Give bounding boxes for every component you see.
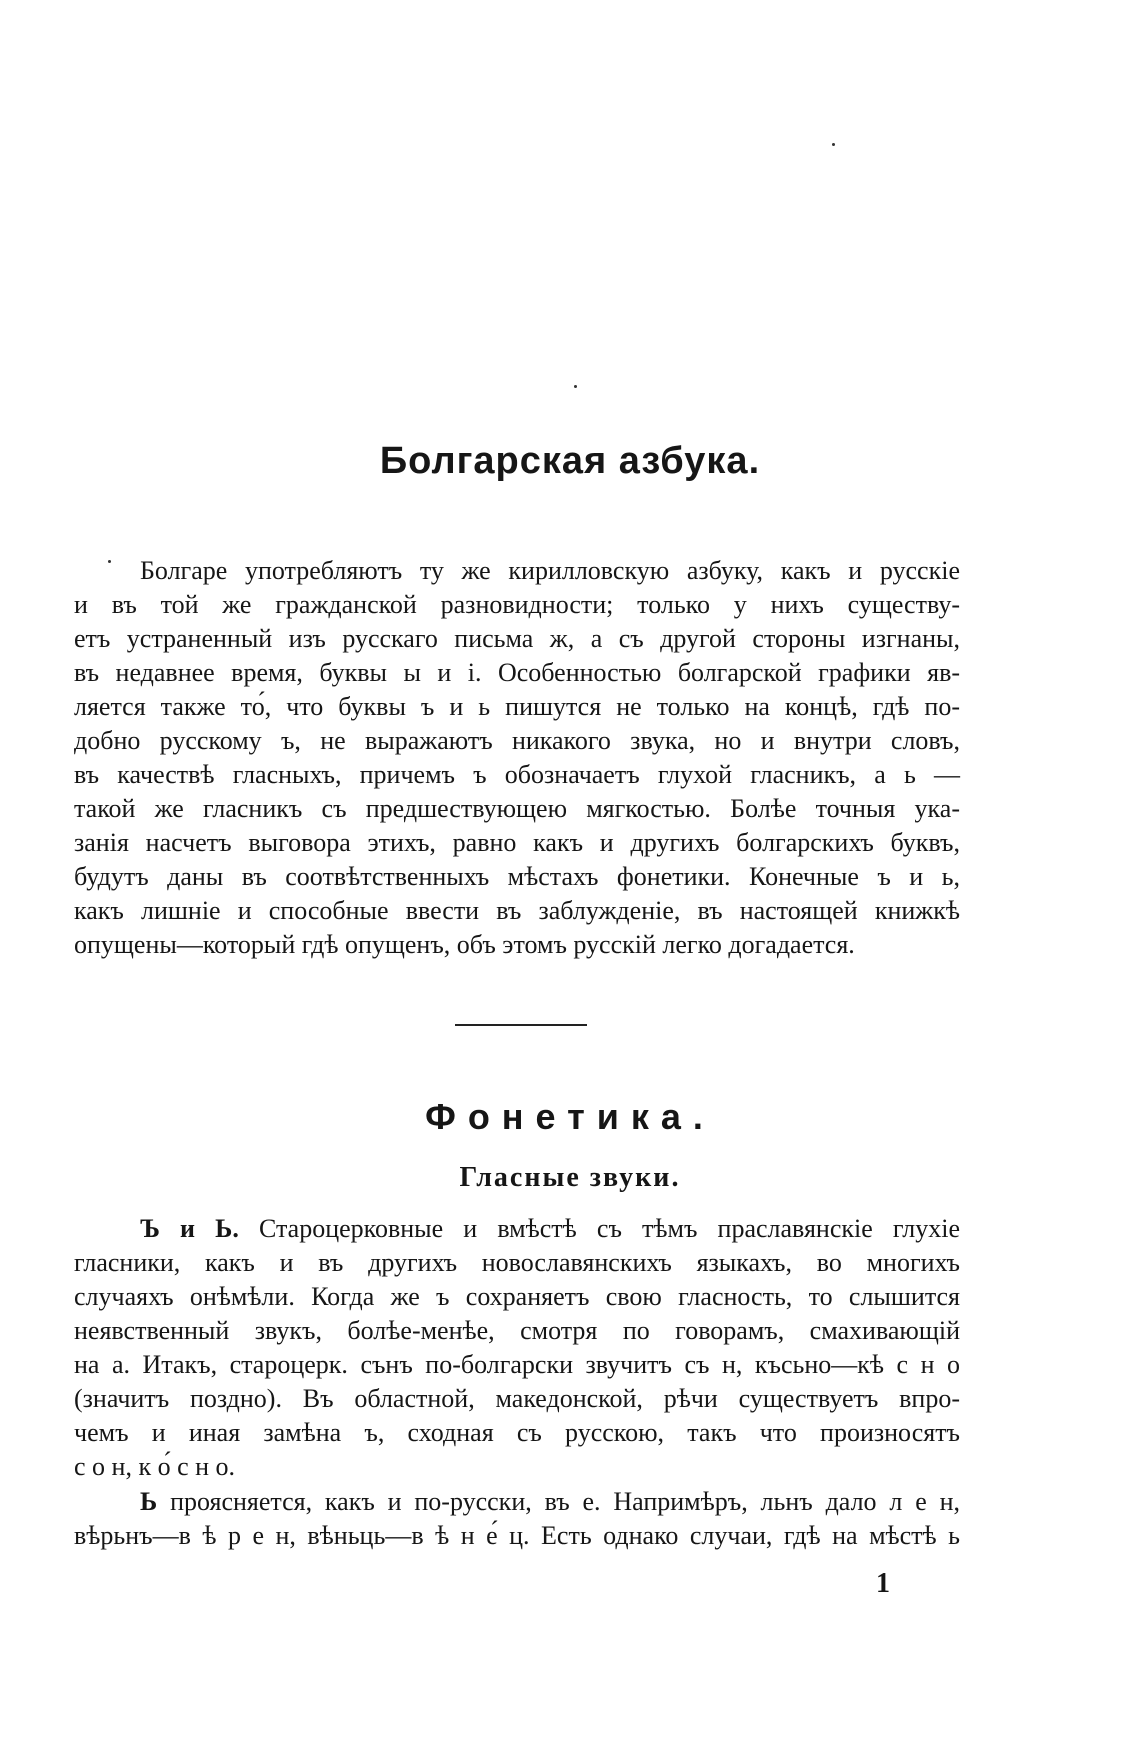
text-line: неявственный звукъ, болѣе-менѣе, смотря по говорамъ, смахивающій: [74, 1316, 960, 1345]
print-speck: [574, 385, 577, 388]
text-line: [74, 1212, 960, 1246]
text-line: с о н, к о́ с н о.: [74, 1452, 236, 1481]
print-speck: [832, 143, 835, 146]
text-line: добно русскому ъ, не выражаютъ никакого звука, но и внутри словъ,: [74, 726, 960, 755]
text-line: на а. Итакъ, староцерк. сънъ по-болгарски звучитъ съ н, късьно—кѣ с н о: [74, 1350, 960, 1379]
text-line: опущены—который гдѣ опущенъ, объ этомъ русскій легко догадается.: [74, 930, 855, 959]
text-line: въ недавнее время, буквы ы и і. Особенностью болгарской графики яв-: [74, 658, 960, 687]
page-title: Болгарская азбука.: [379, 440, 761, 482]
vowels-paragraph: [74, 1212, 960, 1484]
text-line: ляется также то́, что буквы ъ и ь пишутся не только на концѣ, гдѣ по-: [74, 692, 960, 721]
text-line: занія насчетъ выговора этихъ, равно какъ и другихъ болгарскихъ буквъ,: [74, 828, 960, 857]
soft-sign-paragraph: [74, 1485, 960, 1553]
text-line: гласники, какъ и въ другихъ новославянскихъ языкахъ, во многихъ: [74, 1248, 960, 1277]
text-run: Староцерковные и вмѣстѣ съ тѣмъ праславянскіе глухіе: [258, 1214, 961, 1243]
text-line: какъ лишніе и способные ввести въ заблужденіе, въ настоящей книжкѣ: [74, 896, 960, 925]
subsection-title: Гласные звуки.: [459, 1162, 681, 1193]
text-run: проясняется, какъ и по-русски, въ е. Напримѣръ, льнъ дало л е н,: [170, 1487, 961, 1516]
section-divider: [455, 1024, 587, 1026]
text-line: чемъ и иная замѣна ъ, сходная съ русскою, такъ что произносятъ: [74, 1418, 960, 1447]
section-title: Фонетика.: [425, 1096, 715, 1137]
text-line: (значитъ поздно). Въ областной, македонской, рѣчи существуетъ впро-: [74, 1384, 960, 1413]
text-line: [74, 1485, 960, 1519]
text-line: будутъ даны въ соотвѣтственныхъ мѣстахъ фонетики. Конечные ъ и ь,: [74, 862, 960, 891]
paragraph-lead: Ь: [140, 1487, 158, 1516]
text-line: и въ той же гражданской разновидности; только у нихъ существу-: [74, 590, 960, 619]
text-line: случаяхъ онѣмѣли. Когда же ъ сохраняетъ свою гласность, то слышится: [74, 1282, 960, 1311]
page-number: 1: [876, 1568, 890, 1599]
intro-paragraph: [74, 554, 960, 962]
text-line: вѣрьнъ—в ѣ р е н, вѣньць—в ѣ н е́ ц. Есть однако случаи, гдѣ на мѣстѣ ь: [74, 1521, 960, 1550]
text-line: Болгаре употребляютъ ту же кирилловскую азбуку, какъ и русскіе: [140, 556, 960, 585]
text-line: етъ устраненный изъ русскаго письма ж, а съ другой стороны изгнаны,: [74, 624, 960, 653]
text-line: такой же гласникъ съ предшествующею мягкостью. Болѣе точныя ука-: [74, 794, 960, 823]
text-line: въ качествѣ гласныхъ, причемъ ъ обозначаетъ глухой гласникъ, а ь —: [74, 760, 960, 789]
paragraph-lead: Ъ и Ь.: [140, 1214, 239, 1243]
